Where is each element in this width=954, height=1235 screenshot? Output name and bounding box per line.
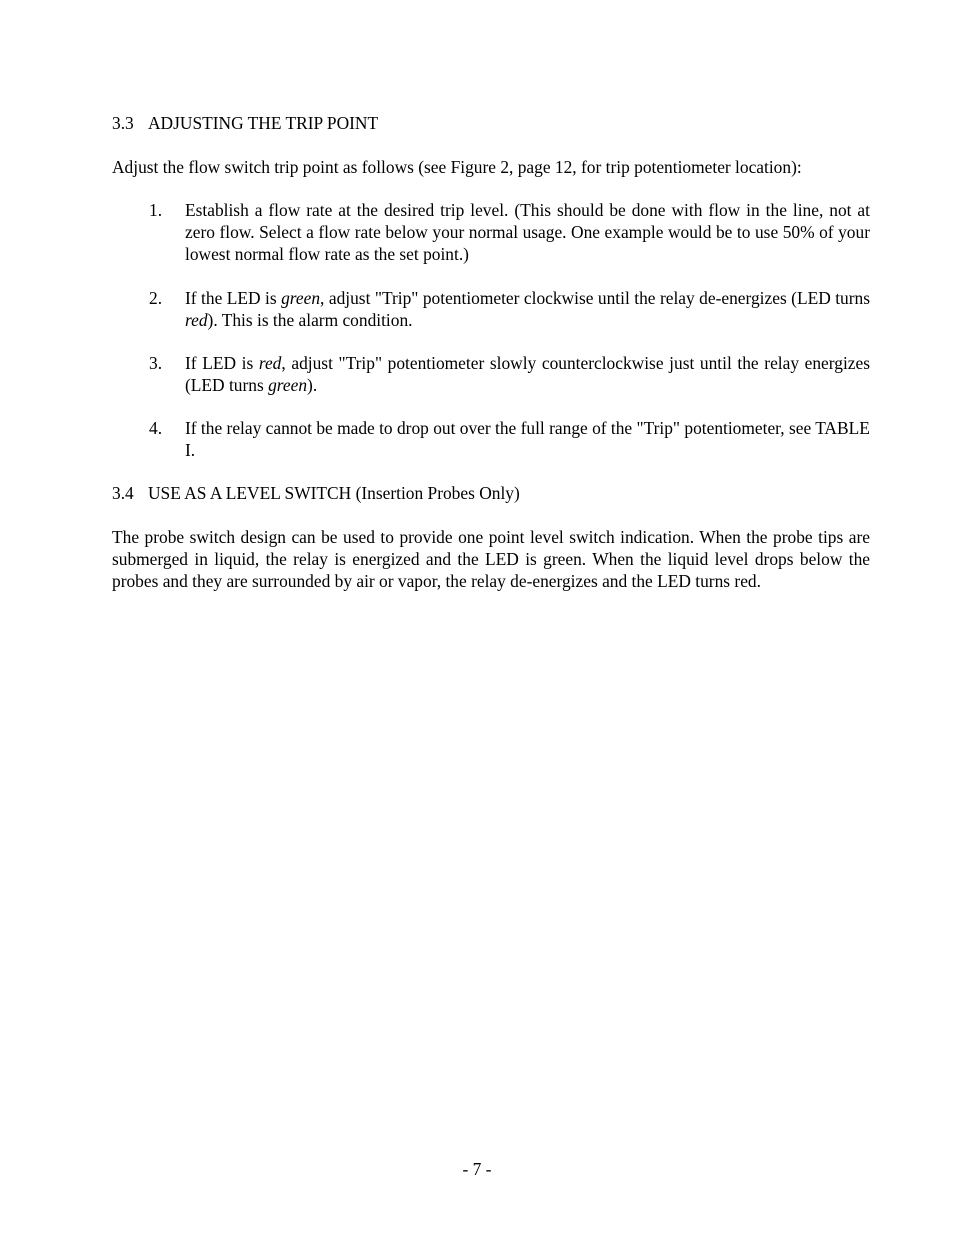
page-number: - 7 - [462,1159,492,1179]
list-item-number: 4. [149,418,163,438]
list-item-number: 2. [149,288,163,308]
text-run: ). [307,375,318,395]
list-item [0,287,954,331]
section-title: USE AS A LEVEL SWITCH (Insertion Probes Only) [148,483,520,503]
list-item-text: If the relay cannot be made to drop out over the full range of the "Trip" potentiometer, see TABLE I. [185,418,870,460]
emphasis-green: green [281,288,321,308]
section-number: 3.4 [112,483,134,503]
emphasis-red: red [258,353,282,373]
text-run: ). This is the alarm condition. [207,310,413,330]
emphasis-red: red [185,310,208,330]
list-item [0,352,954,396]
list-item-text [185,287,870,331]
section-title: ADJUSTING THE TRIP POINT [148,113,379,133]
emphasis-green: green [268,375,308,395]
section-heading-3-3 [112,112,378,134]
text-run: If LED is [185,353,259,373]
section-number: 3.3 [112,113,134,133]
list-item-text [185,352,870,396]
body-paragraph: The probe switch design can be used to provide one point level switch indication. When the probe tips are submerged in liquid, the relay is energized and the LED is green. When the liquid level drops below the probes and they are surrounded by air or vapor, the relay de-energizes and the LED turns red. [112,527,870,591]
list-item-number: 1. [149,200,163,220]
list-item-text: Establish a flow rate at the desired trip level. (This should be done with flow in the line, not at zero flow. Select a flow rate below your normal usage. One example would be to use 50% of your lowest normal flow rate as the set point.) [185,200,870,264]
list-item [0,199,954,265]
section-heading-3-4 [112,482,520,504]
text-run: , adjust "Trip" potentiometer clockwise until the relay de-energizes (LED turns [320,288,871,308]
intro-paragraph: Adjust the flow switch trip point as follows (see Figure 2, page 12, for trip potentiometer location): [112,157,802,177]
text-run: If the LED is [185,288,282,308]
text-run: , adjust "Trip" potentiometer slowly counterclockwise just until the relay energizes (LED turns [185,353,870,395]
list-item [0,417,954,461]
list-item-number: 3. [149,353,163,373]
